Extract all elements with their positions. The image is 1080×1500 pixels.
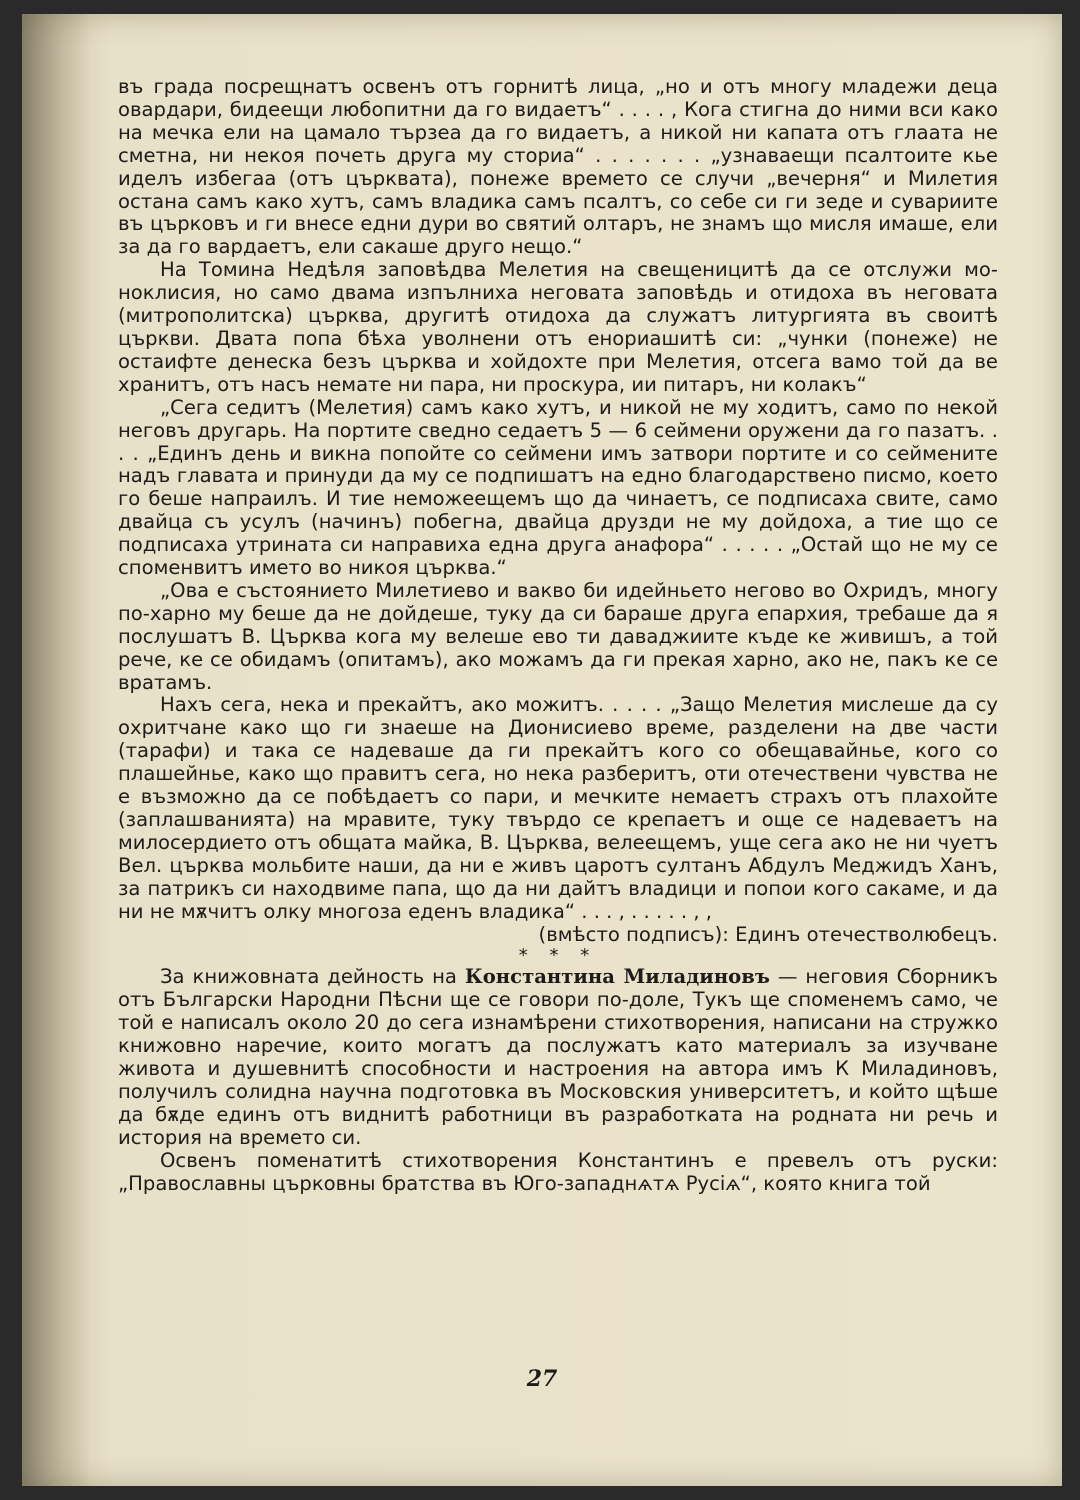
- paragraph-translations: Освенъ поменатитѣ стихотворения Константинъ е превелъ отъ руски: „Православны църковны братства въ Юго-западнѧтѧ Русiѧ“, която книга той: [118, 1148, 998, 1195]
- paragraph-continuation: въ града посрещнатъ освенъ отъ горнитѣ лица, „но и отъ многу младежи деца овардари, бидеещи любопитни да го видаетъ“ . . . . , Кога стигна до ними вси како на мечка ели на цамало тързеа да го видаетъ, а никой ни капата отъ глаата не сметна, ни некоя почеть друга му сториа“ . . . . . . . „узнаваещи псалтоите кье иделъ избегаа (отъ църквата), понеже времето се случи „вечерня“ и Милетия остана самъ како хутъ, самъ владика самъ псалтъ, со себе си ги зеде и сувариите въ църковъ и ги внесе едни дури во святий олтаръ, не знамъ що мисля имаше, ели за да го вардаетъ, ели сакаше друго нещо.“: [118, 75, 998, 259]
- section2-rest: — неговия Сборникъ отъ Български Народни Пѣсни ще се говори по-доле, Тукъ ще споменемъ само, че той е написалъ около 20 до сега изнамѣрени стихотворения, написани на стружко книжовно наречие, които могатъ да послужатъ като материалъ за изучване живота и душевнитѣ способности и настроения на автора имъ К Миладиновъ, получилъ солидна научна подготовка въ Московския университетъ, и който щѣше да бѫде единъ отъ виднитѣ работници въ разработката на родната ни речь и история на времето си.: [118, 965, 998, 1149]
- page-gutter-shadow: [22, 14, 92, 1486]
- section-separator: * * *: [518, 945, 598, 967]
- section2-intro: За книжовната дейность на: [160, 965, 457, 989]
- body-text: [118, 76, 998, 1196]
- book-page: [22, 14, 1062, 1486]
- paragraph-miladinov: [118, 966, 998, 1149]
- author-name: Константина Миладиновъ: [464, 965, 770, 989]
- paragraph-nah-sega: Нахъ сега, нека и прекайтъ, ако можитъ. . . . . „Защо Мелетия мислеше да су охритчане како що ги знаеше на Дионисиево време, разделени на две части (тарафи) и така се надеваше да ги прекайтъ кого со обещавайнье, кого со плашейнье, како що правитъ сега, но нека разберитъ, оти отечествени чувства не е възможно да се побѣдаетъ со пари, и мечките немаетъ страхъ отъ плахойте (заплашванията) на мравите, туку твърдо се крепаетъ и още се надеваетъ на милосердието отъ общата майка, В. Църква, велеещемъ, уще сега ако не ни чуетъ Вел. църква мольбите наши, да ни е живъ царотъ султанъ Абдулъ Меджидъ Ханъ, за патрикъ си находвиме папа, що да ни дайтъ владици и попои кого сакаме, и да ни не мѫчитъ олку многоза еденъ владика“ . . . , . . . . . , ,: [118, 693, 998, 923]
- paragraph-ova-e: „Ова е състоянието Милетиево и вакво би идейньето негово во Охридъ, многу по-харно му беше да не дойдеше, туку да си бараше друга епархия, требаше да я послушатъ В. Църква кога му велеше ево ти даваджиите къде ке живишъ, а той рече, ке се обидамъ (опитамъ), ако можамъ да ги прекая харно, ако не, пакъ ке се вратамъ.: [118, 578, 998, 694]
- signature-line: (вмѣсто подписъ): Единъ отечестволюбецъ.: [538, 922, 998, 946]
- paragraph-sega-sedit: „Сега седитъ (Мелетия) самъ како хутъ, и никой не му ходитъ, само по некой неговъ другарь. На портите сведно седаетъ 5 — 6 сеймени оружени да го пазатъ. . . . „Единъ день и викна попойте со сеймени имъ затвори портите и со сеймените надъ главата и принуди да му се подпишатъ на едно благодарствено писмо, което го беше напраилъ. И тие неможеещемъ що да чинаетъ, се подписаха свите, само двайца съ усулъ (начинъ) побегна, двайца друзди не му дойдоха, а тие що се подписаха утрината си направиха една друга анафора“ . . . . . „Остай що не му се споменвитъ името во никоя църква.“: [118, 395, 998, 580]
- paragraph-tomina-nedelya: На Томина Недѣля заповѣдва Мелетия на свещеницитѣ да се отслужи моноклисия, но само двама изпълниха неговата заповѣдь и отидоха въ неговата (митрополитска) църква, другитѣ отидоха да служатъ литургията въ своитѣ църкви. Двата попа бѣха уволнени отъ енориашитѣ си: „чунки (понеже) не остаифте денеска безъ църква и хойдохте при Мелетия, отсега вамо той да ве хранитъ, отъ насъ немате ни пара, ни проскура, ии питаръ, ни колакъ“: [118, 258, 998, 396]
- page-number: 27: [526, 1366, 558, 1392]
